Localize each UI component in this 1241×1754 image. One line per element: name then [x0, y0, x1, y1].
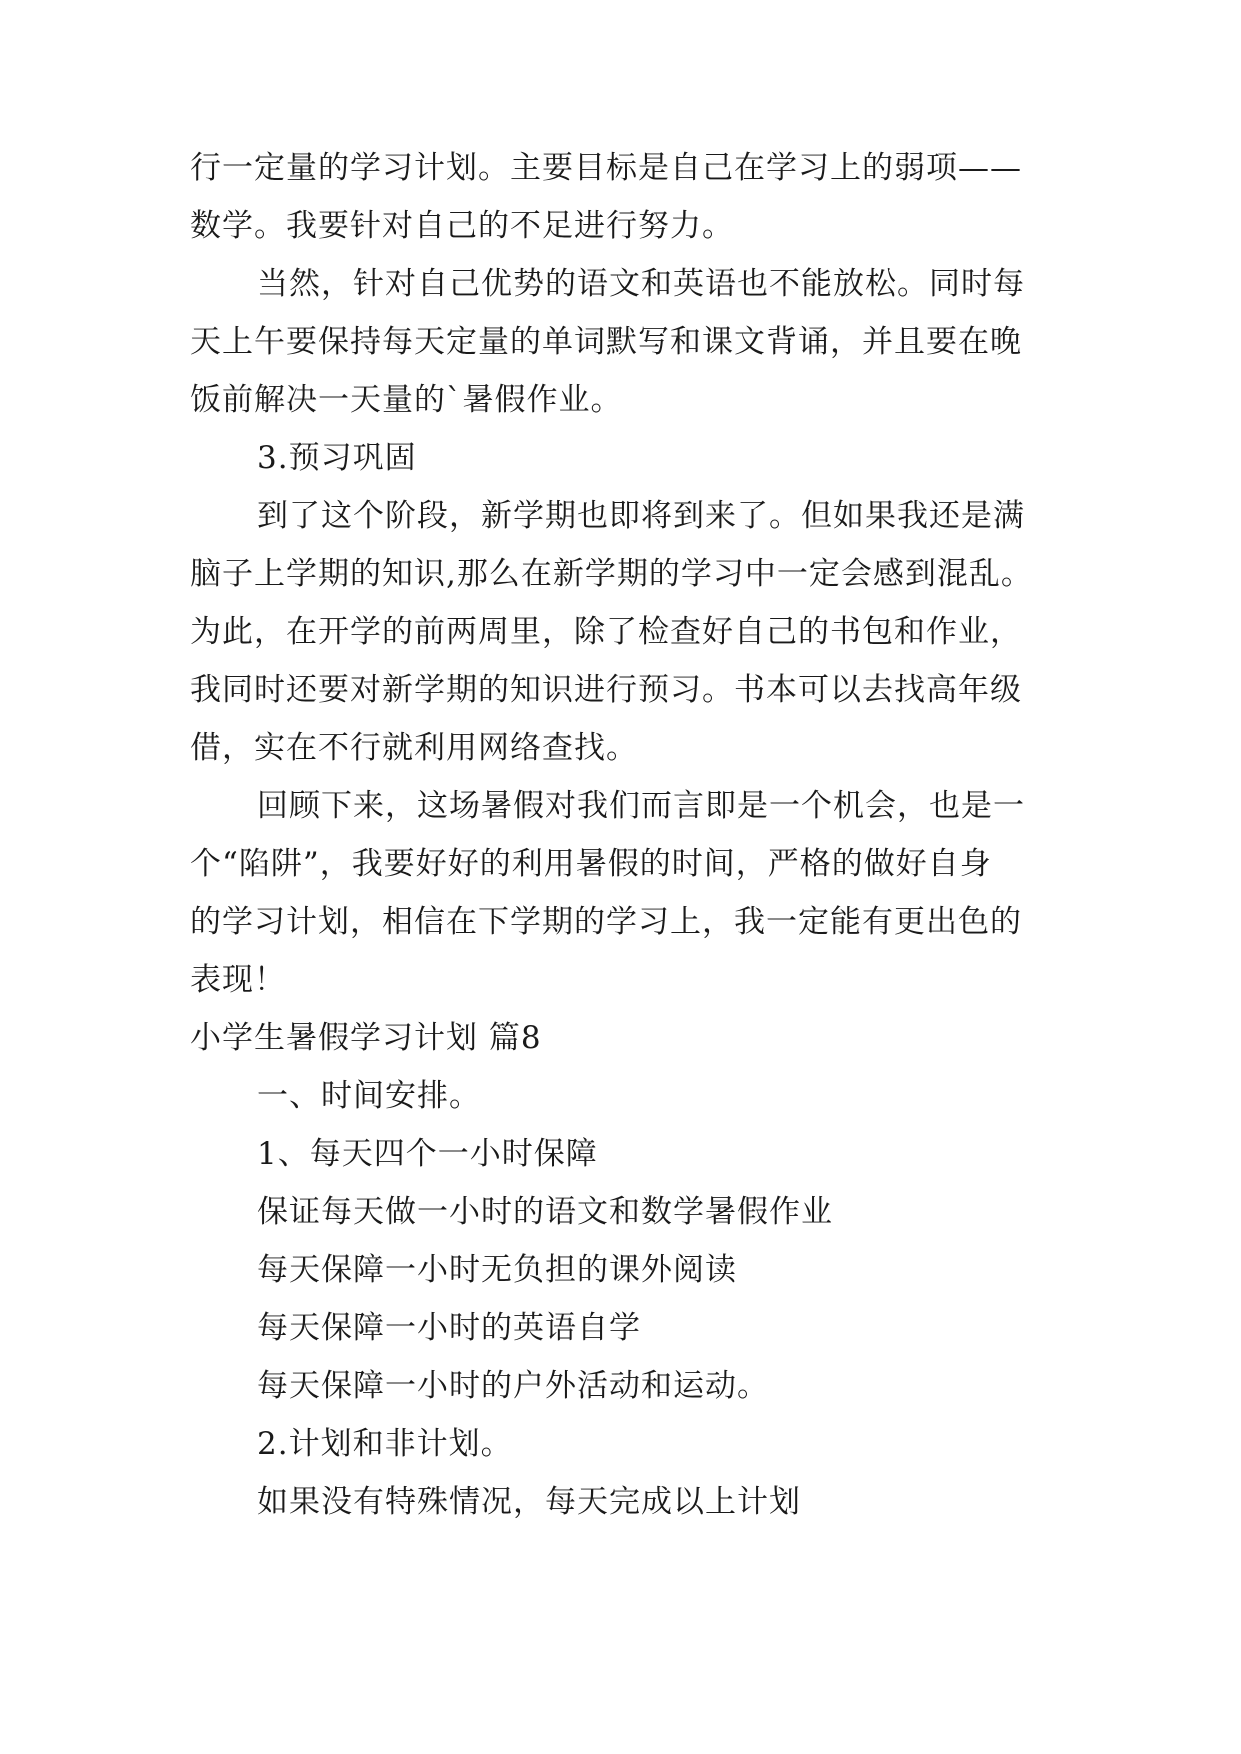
paragraph-line [0, 777, 1241, 835]
list-item [0, 1299, 1241, 1357]
article-title [0, 1009, 1241, 1067]
section-heading [0, 429, 1241, 487]
line-text: 借，实在不行就利用网络查找。 [190, 730, 638, 766]
section-heading [0, 1067, 1241, 1125]
line-text: 表现！ [190, 962, 286, 998]
line-text: 1、每天四个一小时保障 [257, 1136, 598, 1172]
list-item [0, 1357, 1241, 1415]
list-heading [0, 1415, 1241, 1473]
line-text: 一、时间安排。 [257, 1078, 481, 1114]
paragraph-line [0, 255, 1241, 313]
line-text: 每天保障一小时的户外活动和运动。 [257, 1368, 769, 1404]
line-text: 数学。我要针对自己的不足进行努力。 [190, 208, 734, 244]
paragraph-line [0, 951, 1241, 1009]
line-text: 回顾下来，这场暑假对我们而言即是一个机会，也是一 [257, 788, 1025, 824]
line-text: 行一定量的学习计划。主要目标是自己在学习上的弱项—— [190, 150, 1022, 186]
paragraph-line [0, 139, 1241, 197]
line-text: 当然，针对自己优势的语文和英语也不能放松。同时每 [257, 266, 1025, 302]
paragraph-line [0, 545, 1241, 603]
paragraph-line [0, 487, 1241, 545]
line-text: 个“陷阱”，我要好好的利用暑假的时间，严格的做好自身 [190, 846, 992, 882]
list-item [0, 1183, 1241, 1241]
paragraph-line [0, 719, 1241, 777]
paragraph-line [0, 893, 1241, 951]
paragraph-line [0, 1473, 1241, 1531]
line-text: 脑子上学期的知识,那么在新学期的学习中一定会感到混乱。 [190, 556, 1033, 592]
paragraph-line [0, 603, 1241, 661]
line-text: 饭前解决一天量的`暑假作业。 [190, 382, 623, 418]
list-heading [0, 1125, 1241, 1183]
line-text: 每天保障一小时无负担的课外阅读 [257, 1252, 737, 1288]
line-text: 为此，在开学的前两周里，除了检查好自己的书包和作业， [190, 614, 1022, 650]
paragraph-line [0, 197, 1241, 255]
line-text: 2.计划和非计划。 [257, 1426, 513, 1462]
paragraph-line [0, 313, 1241, 371]
paragraph-line [0, 835, 1241, 893]
paragraph-line [0, 661, 1241, 719]
line-text: 的学习计划，相信在下学期的学习上，我一定能有更出色的 [190, 904, 1022, 940]
line-text: 小学生暑假学习计划 篇8 [190, 1020, 542, 1056]
line-text: 每天保障一小时的英语自学 [257, 1310, 641, 1346]
line-text: 如果没有特殊情况，每天完成以上计划 [257, 1484, 801, 1520]
line-text: 到了这个阶段，新学期也即将到来了。但如果我还是满 [257, 498, 1025, 534]
list-item [0, 1241, 1241, 1299]
line-text: 3.预习巩固 [257, 440, 417, 476]
paragraph-line [0, 371, 1241, 429]
line-text: 天上午要保持每天定量的单词默写和课文背诵，并且要在晚 [190, 324, 1022, 360]
line-text: 保证每天做一小时的语文和数学暑假作业 [257, 1194, 833, 1230]
line-text: 我同时还要对新学期的知识进行预习。书本可以去找高年级 [190, 672, 1022, 708]
